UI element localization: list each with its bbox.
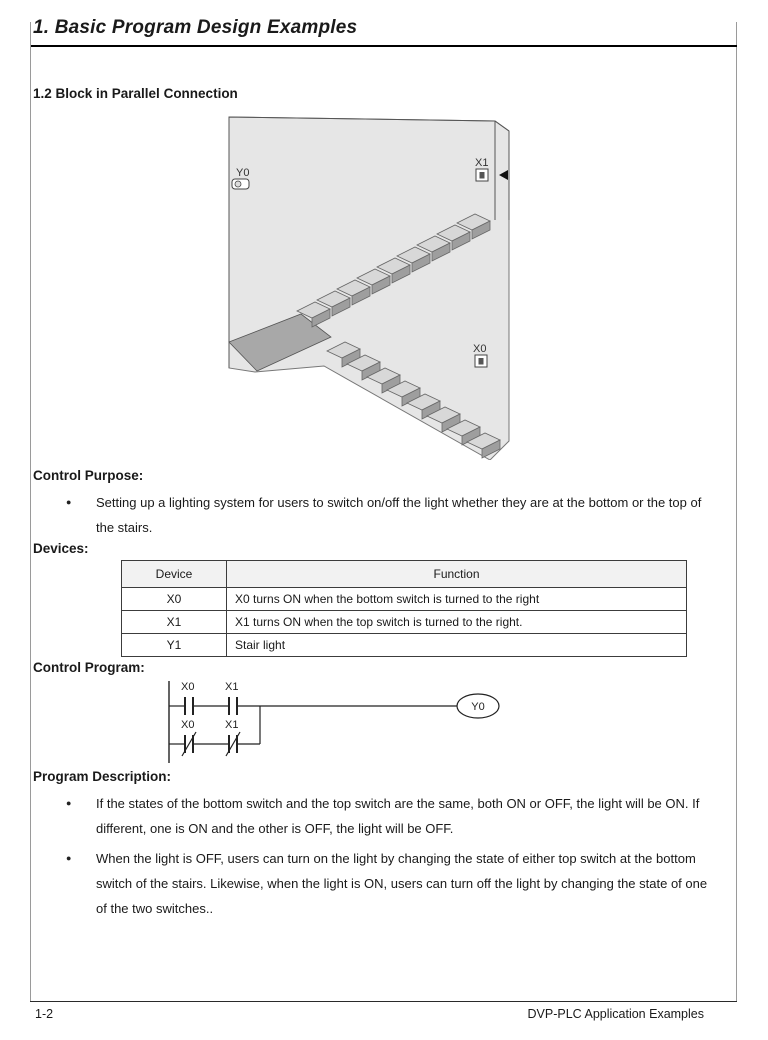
table-row <box>122 611 687 634</box>
device-cell: Y1 <box>122 634 227 657</box>
ladder-contact-label: X0 <box>181 681 195 693</box>
bullet-icon: ● <box>66 798 72 808</box>
list-item <box>31 490 737 540</box>
lamp-icon <box>232 179 249 189</box>
switch-icon-x1 <box>476 169 488 181</box>
devices-heading: Devices: <box>33 541 89 556</box>
control-purpose-heading: Control Purpose: <box>33 468 144 483</box>
page-number: 1-2 <box>35 1007 54 1021</box>
control-program-heading: Control Program: <box>33 660 145 675</box>
ladder-svg <box>160 678 520 766</box>
bullet-icon: ● <box>66 853 72 863</box>
switch-icon-x0 <box>475 355 487 367</box>
lamp-label: Y0 <box>236 167 250 179</box>
page-title: 1. Basic Program Design Examples <box>33 17 358 38</box>
section-heading: 1.2 Block in Parallel Connection <box>33 86 238 101</box>
list-item-text: Setting up a lighting system for users to switch on/off the light whether they are at the bottom or the top of the stairs. <box>96 495 702 535</box>
table-row <box>122 588 687 611</box>
staircase-svg <box>227 116 511 460</box>
doc-title: DVP-PLC Application Examples <box>527 1007 704 1021</box>
ladder-coil-label: Y0 <box>471 701 485 713</box>
rung-1 <box>169 697 457 715</box>
device-column-header: Device <box>122 561 227 588</box>
page-footer <box>30 1001 737 1021</box>
program-description-heading: Program Description: <box>33 769 172 784</box>
table-row <box>122 634 687 657</box>
list-item <box>31 846 737 921</box>
function-cell: X1 turns ON when the top switch is turned to the right. <box>227 611 687 634</box>
staircase-illustration <box>227 116 511 460</box>
ladder-contact-label: X1 <box>225 681 239 693</box>
ladder-contact-label: X0 <box>181 719 195 731</box>
bullet-icon: ● <box>66 497 72 507</box>
control-purpose-list <box>31 490 737 540</box>
title-rule <box>31 45 737 47</box>
bottom-switch-label: X0 <box>473 343 487 355</box>
program-description-list <box>31 791 737 921</box>
device-cell: X1 <box>122 611 227 634</box>
table-header-row <box>122 561 687 588</box>
rung-2 <box>169 706 260 756</box>
function-cell: X0 turns ON when the bottom switch is turned to the right <box>227 588 687 611</box>
ladder-diagram <box>160 678 520 766</box>
list-item-text: If the states of the bottom switch and the top switch are the same, both ON or OFF, the light will be ON. If different, one is ON and the other is OFF, the light will be OFF. <box>96 796 700 836</box>
ladder-contact-label: X1 <box>225 719 239 731</box>
function-column-header: Function <box>227 561 687 588</box>
list-item-text: When the light is OFF, users can turn on the light by changing the state of either top switch at the bottom switch of the stairs. Likewise, when the light is ON, users can turn off the light by changing the state of one of the two switches.. <box>96 851 708 916</box>
top-switch-label: X1 <box>475 157 489 169</box>
device-cell: X0 <box>122 588 227 611</box>
list-item <box>31 791 737 841</box>
function-cell: Stair light <box>227 634 687 657</box>
devices-table <box>121 560 687 657</box>
document-page <box>0 16 768 921</box>
